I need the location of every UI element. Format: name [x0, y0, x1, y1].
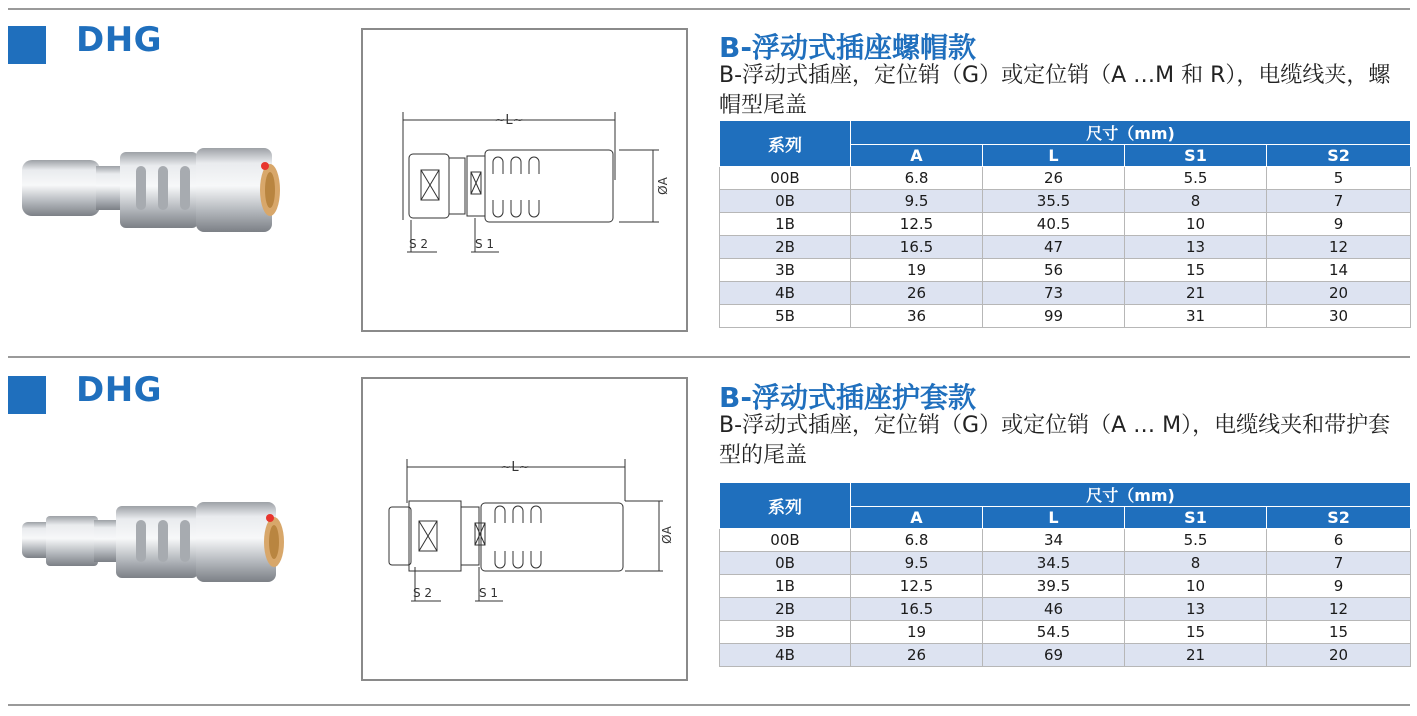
- cell-s2: 12: [1267, 236, 1411, 259]
- column-header-a: A: [851, 145, 983, 167]
- cell-l: 40.5: [983, 213, 1125, 236]
- cell-s2: 15: [1267, 621, 1411, 644]
- cell-s2: 9: [1267, 575, 1411, 598]
- cell-s2: 9: [1267, 213, 1411, 236]
- cell-l: 26: [983, 167, 1125, 190]
- cell-series: 2B: [720, 598, 851, 621]
- cell-a: 26: [851, 644, 983, 667]
- cell-s2: 14: [1267, 259, 1411, 282]
- table-row: [720, 236, 1411, 259]
- column-header-a: A: [851, 507, 983, 529]
- cell-s1: 21: [1125, 644, 1267, 667]
- cell-series: 5B: [720, 305, 851, 328]
- cell-s1: 31: [1125, 305, 1267, 328]
- cell-series: 3B: [720, 259, 851, 282]
- s2-label: S 2: [409, 237, 429, 251]
- column-header-s1: S1: [1125, 145, 1267, 167]
- table-row: [720, 213, 1411, 236]
- bottom-rule: [8, 704, 1410, 706]
- cell-series: 3B: [720, 621, 851, 644]
- dimensions-table: [719, 482, 1411, 667]
- table-row: [720, 644, 1411, 667]
- cell-s2: 7: [1267, 190, 1411, 213]
- column-header-l: L: [983, 145, 1125, 167]
- product-title: B-浮动式插座螺帽款: [719, 31, 976, 64]
- cell-s1: 8: [1125, 552, 1267, 575]
- top-rule: [8, 8, 1410, 10]
- cell-s2: 20: [1267, 644, 1411, 667]
- table-row: [720, 529, 1411, 552]
- cell-l: 99: [983, 305, 1125, 328]
- table-row: [720, 259, 1411, 282]
- column-header-s2: S2: [1267, 507, 1411, 529]
- technical-drawing: [361, 28, 688, 332]
- dimensions-header: 尺寸（mm): [851, 483, 1411, 507]
- table-row: [720, 552, 1411, 575]
- cell-l: 54.5: [983, 621, 1125, 644]
- cell-s1: 15: [1125, 259, 1267, 282]
- table-row: [720, 305, 1411, 328]
- table-row: [720, 621, 1411, 644]
- cell-series: 1B: [720, 575, 851, 598]
- dimensions-table: [719, 120, 1411, 328]
- cell-l: 47: [983, 236, 1125, 259]
- cell-a: 9.5: [851, 190, 983, 213]
- cell-a: 6.8: [851, 167, 983, 190]
- length-label: ~L~: [494, 113, 524, 128]
- column-header-s2: S2: [1267, 145, 1411, 167]
- table-row: [720, 190, 1411, 213]
- cell-s2: 20: [1267, 282, 1411, 305]
- cell-l: 46: [983, 598, 1125, 621]
- cell-a: 19: [851, 259, 983, 282]
- cell-a: 12.5: [851, 213, 983, 236]
- cell-s1: 13: [1125, 236, 1267, 259]
- s1-label: S 1: [475, 237, 495, 251]
- technical-drawing: [361, 377, 688, 681]
- cell-s2: 12: [1267, 598, 1411, 621]
- cell-s1: 10: [1125, 575, 1267, 598]
- s2-label: S 2: [413, 586, 433, 600]
- s1-label: S 1: [479, 586, 499, 600]
- product-section-1: [0, 12, 1417, 356]
- cell-l: 35.5: [983, 190, 1125, 213]
- cell-s1: 8: [1125, 190, 1267, 213]
- series-marker-square: [8, 376, 46, 414]
- cell-s1: 5.5: [1125, 167, 1267, 190]
- cell-l: 69: [983, 644, 1125, 667]
- cell-a: 19: [851, 621, 983, 644]
- dimensions-header: 尺寸（mm): [851, 121, 1411, 145]
- series-name: DHG: [76, 20, 163, 60]
- cell-a: 16.5: [851, 598, 983, 621]
- cell-series: 4B: [720, 644, 851, 667]
- cell-a: 6.8: [851, 529, 983, 552]
- column-header-s1: S1: [1125, 507, 1267, 529]
- cell-s2: 30: [1267, 305, 1411, 328]
- cell-series: 0B: [720, 552, 851, 575]
- cell-l: 34: [983, 529, 1125, 552]
- cell-a: 9.5: [851, 552, 983, 575]
- diameter-label: ØA: [656, 177, 670, 195]
- table-row: [720, 167, 1411, 190]
- cell-s1: 5.5: [1125, 529, 1267, 552]
- diameter-label: ØA: [660, 526, 674, 544]
- series-name: DHG: [76, 370, 163, 410]
- cell-series: 1B: [720, 213, 851, 236]
- table-row: [720, 575, 1411, 598]
- cell-l: 39.5: [983, 575, 1125, 598]
- cell-series: 2B: [720, 236, 851, 259]
- product-description: B-浮动式插座，定位销（G）或定位销（A … M），电缆线夹和带护套型的尾盖: [719, 413, 1391, 468]
- cell-a: 12.5: [851, 575, 983, 598]
- product-description: B-浮动式插座，定位销（G）或定位销（A …M 和 R），电缆线夹，螺帽型尾盖: [719, 63, 1391, 118]
- cell-series: 0B: [720, 190, 851, 213]
- cell-s2: 5: [1267, 167, 1411, 190]
- middle-rule: [8, 356, 1410, 358]
- cell-s1: 21: [1125, 282, 1267, 305]
- product-section-2: [0, 362, 1417, 706]
- cell-a: 16.5: [851, 236, 983, 259]
- cell-a: 26: [851, 282, 983, 305]
- cell-series: 00B: [720, 167, 851, 190]
- cell-s1: 13: [1125, 598, 1267, 621]
- cell-l: 34.5: [983, 552, 1125, 575]
- cell-s2: 6: [1267, 529, 1411, 552]
- table-row: [720, 598, 1411, 621]
- cell-s1: 10: [1125, 213, 1267, 236]
- connector-photo: [18, 138, 348, 248]
- cell-s2: 7: [1267, 552, 1411, 575]
- series-marker-square: [8, 26, 46, 64]
- product-title: B-浮动式插座护套款: [719, 381, 976, 414]
- series-column-header: 系列: [720, 483, 851, 529]
- cell-a: 36: [851, 305, 983, 328]
- column-header-l: L: [983, 507, 1125, 529]
- cell-l: 73: [983, 282, 1125, 305]
- connector-photo: [18, 490, 348, 600]
- cell-l: 56: [983, 259, 1125, 282]
- cell-series: 4B: [720, 282, 851, 305]
- cell-series: 00B: [720, 529, 851, 552]
- table-row: [720, 282, 1411, 305]
- cell-s1: 15: [1125, 621, 1267, 644]
- series-column-header: 系列: [720, 121, 851, 167]
- length-label: ~L~: [500, 460, 530, 475]
